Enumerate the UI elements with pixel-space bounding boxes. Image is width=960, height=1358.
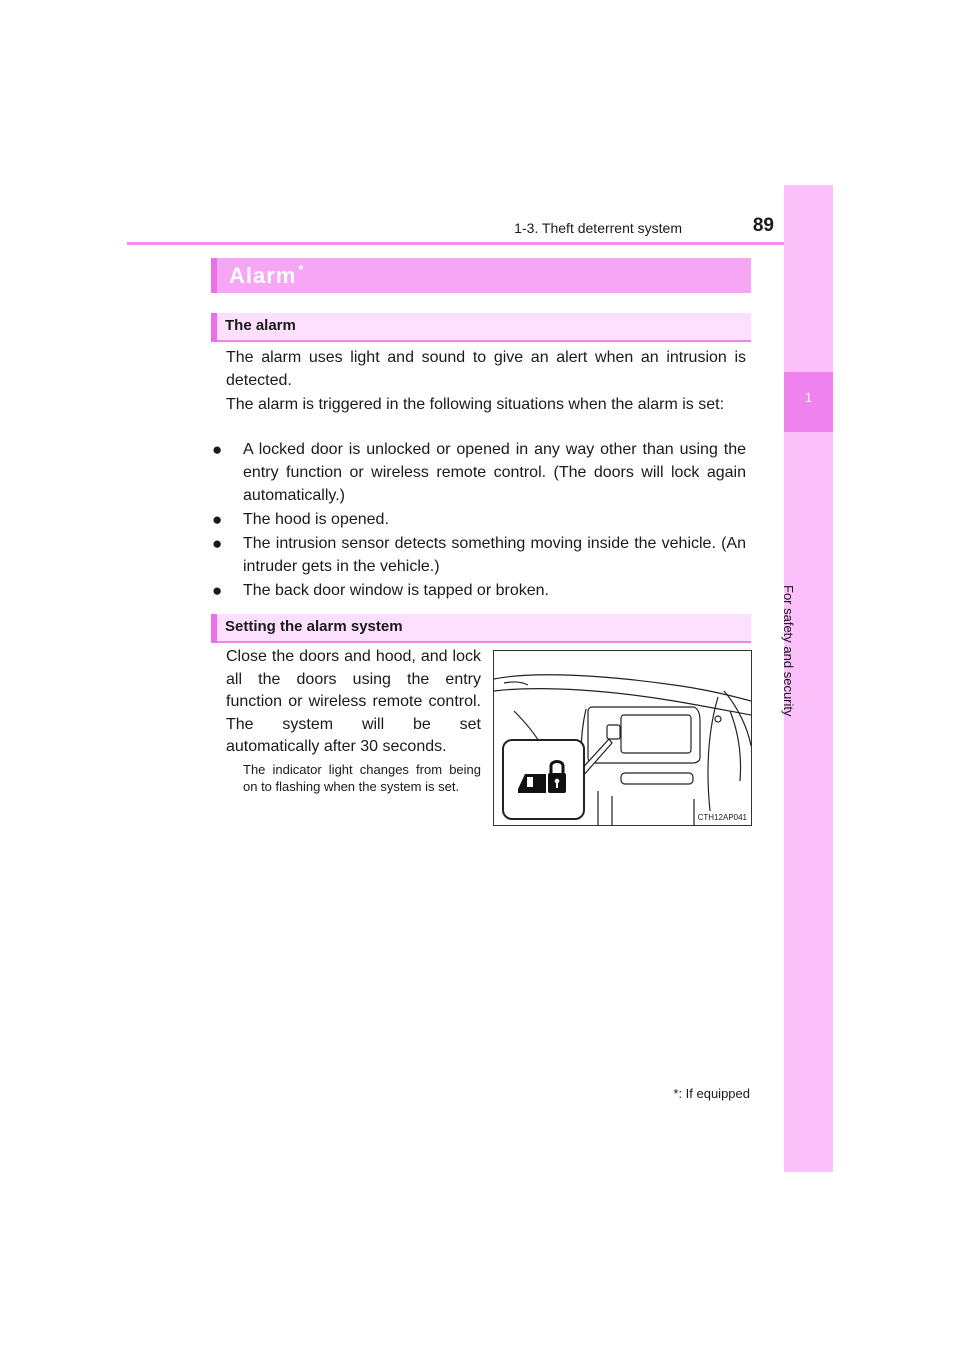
alarm-intro-paragraph: The alarm uses light and sound to give an alert when an intrusion is detected. [226,349,746,389]
subsection-heading-text: Setting the alarm system [225,618,403,635]
alarm-trigger-intro: The alarm is triggered in the following situations when the alarm is set: [226,396,725,413]
list-item [212,532,746,578]
page-number: 89 [752,215,774,236]
bullet-icon: ● [212,581,223,600]
figure-code: CTH12AP041 [697,813,747,822]
section-equipped-marker: * [298,262,305,277]
subsection-heading-edge [211,614,217,643]
bullet-icon: ● [212,534,223,553]
section-bar-edge [211,258,217,293]
header-section-title: 1-3. Theft deterrent system [514,220,682,236]
subsection-heading-edge [211,313,217,342]
footnote [600,1086,750,1101]
list-item-text: The intrusion sensor detects something moving inside the vehicle. (An intruder gets in the vehicle.) [243,535,746,575]
section-title [229,262,304,289]
chapter-number: 1 [784,372,833,432]
chapter-title: For safety and security [781,585,796,717]
dashboard-drawing [494,651,751,825]
footnote-marker: * [673,1086,679,1101]
list-item [212,438,746,507]
dashboard-illustration [493,650,752,826]
subsection-heading-alarm [211,313,751,342]
footnote-text: : If equipped [678,1086,750,1101]
list-item-text: A locked door is unlocked or opened in any way other than using the entry function or wireless remote control. (The doors will lock again automatically.) [243,441,746,504]
bullet-icon: ● [212,510,223,529]
list-item-text: The hood is opened. [243,511,389,528]
subsection-heading-setting [211,614,751,643]
subsection-heading-text: The alarm [225,317,296,334]
list-item [212,579,746,602]
setting-alarm-paragraph: Close the doors and hood, and lock all the doors using the entry function or wireless remote control. The system will be set automatically after 30 seconds. [226,648,481,755]
section-title-text: Alarm [229,263,297,288]
section-title-bar [211,258,751,293]
list-item [212,508,746,531]
header-rule [127,242,833,245]
list-item-text: The back door window is tapped or broken. [243,582,549,599]
bullet-icon: ● [212,440,223,459]
indicator-note: The indicator light changes from being on to flashing when the system is set. [243,762,481,794]
